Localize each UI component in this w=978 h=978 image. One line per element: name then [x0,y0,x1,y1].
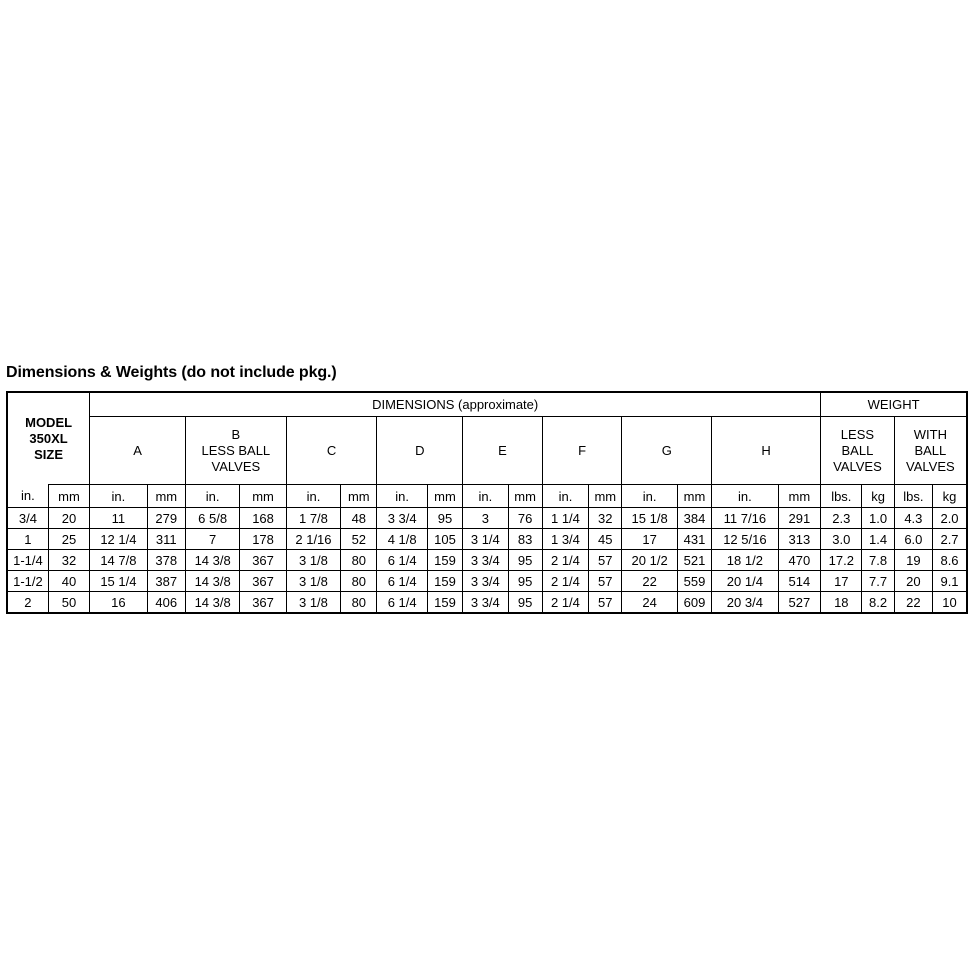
table-cell: 83 [508,529,542,550]
table-cell: 3 [463,508,508,529]
table-cell: 11 7/16 [712,508,779,529]
table-cell: 18 1/2 [712,550,779,571]
table-cell: 40 [48,571,89,592]
unit-cell: in. [377,485,427,508]
table-cell: 17.2 [821,550,862,571]
unit-cell: mm [427,485,462,508]
table-cell: 57 [589,571,622,592]
table-cell: 159 [427,592,462,614]
weight-with-line-3: VALVES [906,458,955,474]
table-cell: 19 [894,550,932,571]
table-cell: 14 7/8 [90,550,147,571]
group-b-line-1: B [231,426,241,442]
table-cell: 105 [427,529,462,550]
model-line-3: SIZE [34,447,64,462]
unit-cell: lbs. [821,485,862,508]
group-c-header [286,417,377,485]
group-h-line-1: H [761,442,771,458]
table-cell: 12 5/16 [712,529,779,550]
table-cell: 2 1/4 [542,592,588,614]
table-cell: 3 1/8 [286,592,340,614]
table-cell: 3 3/4 [377,508,427,529]
table-cell: 80 [341,550,377,571]
table-cell: 406 [147,592,185,614]
table-cell: 80 [341,592,377,614]
unit-cell: mm [508,485,542,508]
table-cell: 367 [240,592,286,614]
unit-cell: lbs. [894,485,932,508]
group-c-line-1: C [326,442,337,458]
weight-less-line-2: BALL [841,442,874,458]
table-cell: 514 [778,571,821,592]
weight-less-valves-header [821,417,895,485]
table-cell: 470 [778,550,821,571]
table-cell: 1 [7,529,48,550]
table-cell: 7.8 [862,550,894,571]
table-cell: 50 [48,592,89,614]
table-cell: 387 [147,571,185,592]
table-cell: 311 [147,529,185,550]
table-cell: 159 [427,571,462,592]
table-cell: 3 1/8 [286,571,340,592]
unit-cell: kg [933,485,967,508]
table-cell: 1 1/4 [542,508,588,529]
table-cell: 24 [622,592,677,614]
table-cell: 32 [48,550,89,571]
unit-cell: in. [185,485,239,508]
units-row [7,485,967,508]
table-cell: 95 [508,571,542,592]
table-cell: 2 [7,592,48,614]
unit-cell: mm [341,485,377,508]
unit-cell: in. [7,485,48,508]
table-cell: 1.0 [862,508,894,529]
table-cell: 9.1 [933,571,967,592]
table-cell: 4 1/8 [377,529,427,550]
table-cell: 32 [589,508,622,529]
table-cell: 2 1/16 [286,529,340,550]
table-cell: 15 1/4 [90,571,147,592]
table-cell: 14 3/8 [185,571,239,592]
table-cell: 20 1/2 [622,550,677,571]
table-cell: 1 7/8 [286,508,340,529]
table-cell: 15 1/8 [622,508,677,529]
table-cell: 1-1/4 [7,550,48,571]
group-e-header [463,417,543,485]
table-row [7,508,967,529]
table-row [7,571,967,592]
table-cell: 20 1/4 [712,571,779,592]
table-cell: 559 [677,571,711,592]
table-cell: 25 [48,529,89,550]
table-cell: 527 [778,592,821,614]
group-e-line-1: E [498,442,507,458]
group-a-header [90,417,186,485]
table-cell: 2.3 [821,508,862,529]
table-cell: 80 [341,571,377,592]
table-cell: 609 [677,592,711,614]
group-b-line-3: VALVES [211,458,261,474]
table-cell: 95 [508,550,542,571]
group-h-header [712,417,821,485]
weight-with-line-1: WITH [913,426,947,442]
table-cell: 52 [341,529,377,550]
model-line-1: MODEL [25,415,73,430]
unit-cell: mm [589,485,622,508]
unit-cell: mm [677,485,711,508]
table-cell: 4.3 [894,508,932,529]
table-cell: 1.4 [862,529,894,550]
table-cell: 6 1/4 [377,550,427,571]
table-cell: 6 1/4 [377,571,427,592]
table-cell: 20 3/4 [712,592,779,614]
table-cell: 2 1/4 [542,550,588,571]
table-cell: 6 1/4 [377,592,427,614]
table-cell: 367 [240,550,286,571]
table-cell: 159 [427,550,462,571]
dimensions-header: DIMENSIONS (approximate) [90,392,821,417]
table-cell: 57 [589,550,622,571]
dimensions-weights-table [6,391,968,614]
table-cell: 11 [90,508,147,529]
table-cell: 168 [240,508,286,529]
unit-cell: mm [147,485,185,508]
table-cell: 2.0 [933,508,967,529]
table-cell: 12 1/4 [90,529,147,550]
table-cell: 313 [778,529,821,550]
table-row [7,550,967,571]
table-cell: 14 3/8 [185,592,239,614]
weight-with-line-2: BALL [914,442,947,458]
table-cell: 17 [821,571,862,592]
weight-less-line-3: VALVES [833,458,882,474]
unit-cell: in. [463,485,508,508]
table-cell: 8.2 [862,592,894,614]
model-line-2: 350XL [29,431,68,446]
model-size-header [7,392,90,485]
table-cell: 384 [677,508,711,529]
table-cell: 45 [589,529,622,550]
unit-cell: in. [90,485,147,508]
unit-cell: in. [542,485,588,508]
table-cell: 1-1/2 [7,571,48,592]
table-cell: 3 3/4 [463,550,508,571]
table-cell: 20 [894,571,932,592]
table-cell: 6 5/8 [185,508,239,529]
table-cell: 76 [508,508,542,529]
table-cell: 3.0 [821,529,862,550]
table-cell: 10 [933,592,967,614]
table-cell: 95 [427,508,462,529]
table-cell: 17 [622,529,677,550]
table-row [7,529,967,550]
unit-cell: in. [622,485,677,508]
table-cell: 57 [589,592,622,614]
weight-header: WEIGHT [821,392,967,417]
table-cell: 2 1/4 [542,571,588,592]
table-cell: 3/4 [7,508,48,529]
weight-with-valves-header [894,417,967,485]
table-cell: 2.7 [933,529,967,550]
table-cell: 48 [341,508,377,529]
group-a-line-1: A [133,442,142,458]
unit-cell: mm [48,485,89,508]
group-b-header [185,417,286,485]
table-title: Dimensions & Weights (do not include pkg.) [6,364,337,381]
table-cell: 7 [185,529,239,550]
table-body [7,508,967,614]
unit-cell: in. [712,485,779,508]
table-cell: 22 [894,592,932,614]
table-cell: 14 3/8 [185,550,239,571]
table-cell: 8.6 [933,550,967,571]
table-cell: 22 [622,571,677,592]
table-row [7,592,967,614]
group-f-line-1: F [578,442,587,458]
table-cell: 178 [240,529,286,550]
table-cell: 6.0 [894,529,932,550]
unit-cell: mm [778,485,821,508]
group-b-line-2: LESS BALL [201,442,271,458]
table-cell: 20 [48,508,89,529]
group-d-header [377,417,463,485]
table-cell: 3 1/8 [286,550,340,571]
table-cell: 3 3/4 [463,592,508,614]
table-cell: 431 [677,529,711,550]
group-d-line-1: D [415,442,425,458]
table-cell: 367 [240,571,286,592]
unit-cell: kg [862,485,894,508]
table-cell: 1 3/4 [542,529,588,550]
table-cell: 16 [90,592,147,614]
table-cell: 378 [147,550,185,571]
table-cell: 279 [147,508,185,529]
table-cell: 3 3/4 [463,571,508,592]
table-cell: 3 1/4 [463,529,508,550]
table-cell: 18 [821,592,862,614]
table-cell: 291 [778,508,821,529]
unit-cell: mm [240,485,286,508]
table-cell: 7.7 [862,571,894,592]
weight-less-line-1: LESS [840,426,875,442]
group-g-line-1: G [661,442,672,458]
group-g-header [622,417,712,485]
table-cell: 521 [677,550,711,571]
table-cell: 95 [508,592,542,614]
unit-cell: in. [286,485,340,508]
group-f-header [542,417,622,485]
